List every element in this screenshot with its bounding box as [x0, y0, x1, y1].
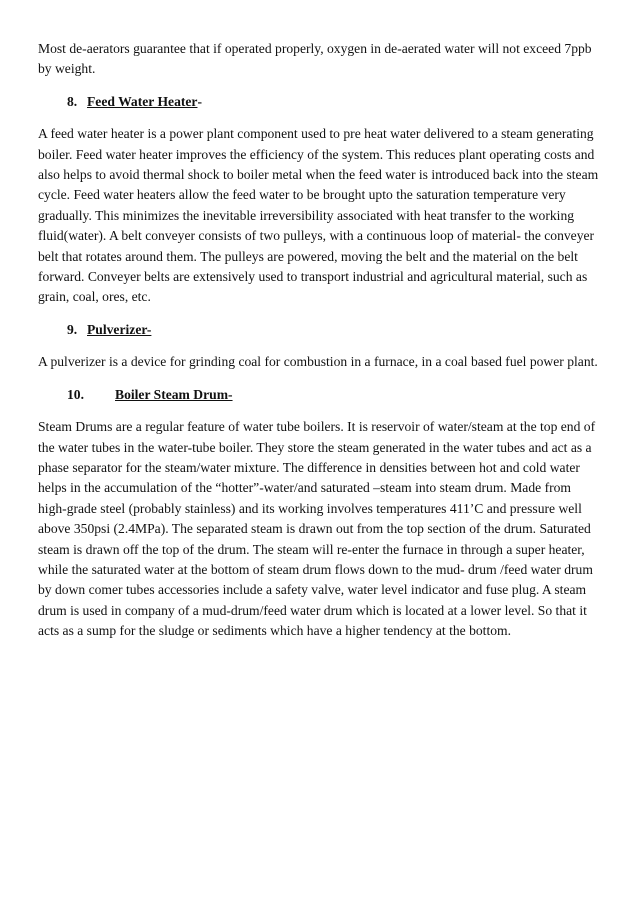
section-number: 10.	[67, 386, 84, 402]
section-heading-pulverizer	[38, 320, 600, 340]
section-number: 9.	[67, 321, 78, 337]
section-heading-boiler-steam-drum	[38, 385, 600, 405]
section-body-feed-water-heater: A feed water heater is a power plant component used to pre heat water delivered to a steam generating boiler. Feed water heater improves the efficiency of the system. This reduces plant operating costs and also helps to avoid thermal shock to boiler metal when the feed water is introduced back into the steam cycle. Feed water heaters allow the feed water to be brought upto the saturation temperature very gradually. This minimizes the inevitable irreversibility associated with heat transfer to the working fluid(water). A belt conveyer consists of two pulleys, with a continuous loop of material- the conveyer belt that rotates around them. The pulleys are powered, moving the belt and the material on the belt forward. Conveyer belts are extensively used to transport industrial and agricultural material, such as grain, coal, ores, etc.	[38, 126, 599, 305]
section-body-boiler-steam-drum: Steam Drums are a regular feature of water tube boilers. It is reservoir of water/steam at the top end of the water tubes in the water-tube boiler. They store the steam generated in the water tubes and act as a phase separator for the steam/water mixture. The difference in densities between hot and cold water helps in the accumulation of the “hotter”-water/and saturated –steam into steam drum. Made from high-grade steel (probably stainless) and its working involves temperatures 411’C and pressure well above 350psi (2.4MPa). The separated steam is drawn out from the top section of the drum. Saturated steam is drawn off the top of the drum. The steam will re-enter the furnace in through a super heater, while the saturated water at the bottom of steam drum flows down to the mud- drum /feed water drum by down comer tubes accessories include a safety valve, water level indicator and fuse plug. A steam drum is used in company of a mud-drum/feed water drum which is located at a lower level. So that it acts as a sump for the sludge or sediments which have a higher tendency at the bottom.	[38, 419, 596, 639]
section-number: 8.	[67, 93, 78, 109]
section-heading-feed-water-heater	[38, 92, 600, 112]
section-title: Boiler Steam Drum-	[115, 386, 233, 402]
intro-paragraph: Most de-aerators guarantee that if operated properly, oxygen in de-aerated water will not exceed 7ppb by weight.	[38, 41, 592, 77]
section-title-suffix: -	[197, 93, 202, 109]
section-title: Pulverizer-	[87, 321, 152, 337]
section-body-pulverizer: A pulverizer is a device for grinding coal for combustion in a furnace, in a coal based fuel power plant.	[38, 354, 598, 370]
section-title: Feed Water Heater	[87, 93, 198, 109]
